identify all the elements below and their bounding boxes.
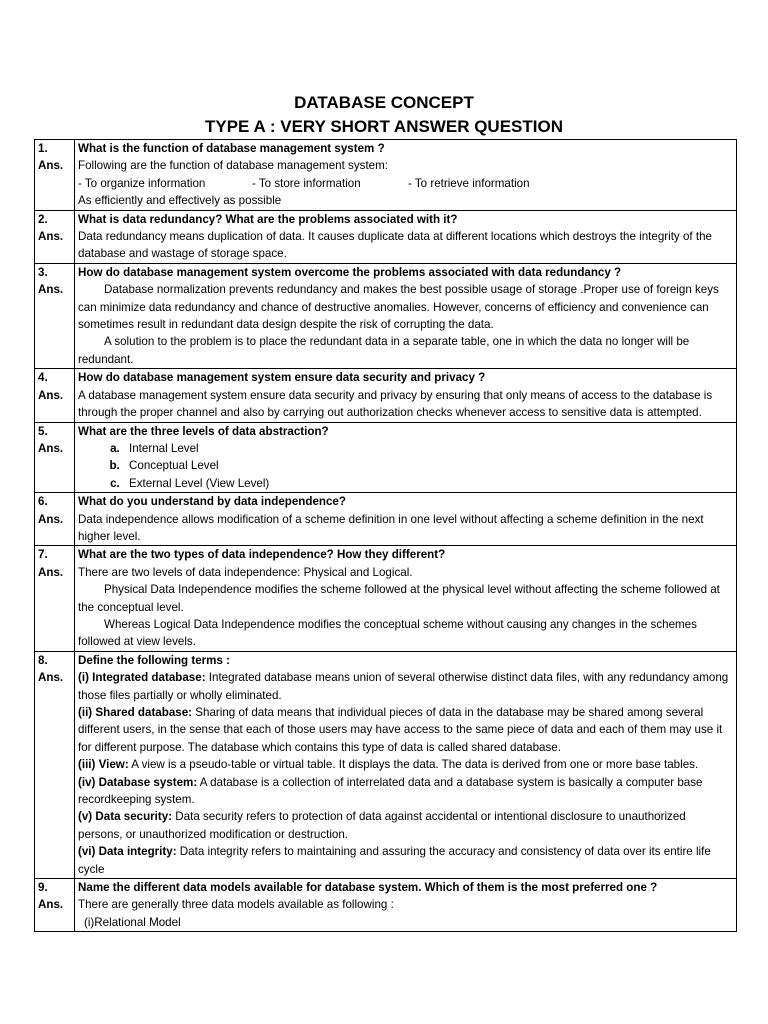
- question-text: What are the two types of data independence? How they different?: [78, 548, 446, 562]
- qa-row-1: [35, 140, 737, 211]
- term-label: (v) Data security:: [78, 810, 173, 824]
- answer-intro: Following are the function of database management system:: [78, 159, 388, 173]
- term-text: Sharing of data means that individual pieces of data in the database may be shared among several different users, in the sense that each of those users may have access to the same piece of data and each of them may use it for different purpose. The database which contains this type of data is called shared database.: [78, 706, 723, 754]
- answer-paragraph: A solution to the problem is to place the redundant data in a separate table, one in which the data no longer will be redundant.: [78, 335, 690, 366]
- answer-intro: There are two levels of data independence: Physical and Logical.: [78, 565, 413, 579]
- question-text: What is data redundancy? What are the problems associated with it?: [78, 212, 458, 226]
- answer-text: Data redundancy means duplication of data. It causes duplicate data at different locations which destroys the integrity of the database and wastage of storage space.: [78, 230, 712, 261]
- term-text: A view is a pseudo-table or virtual table. It displays the data. The data is derived from one or more base tables.: [128, 758, 699, 772]
- question-text: Name the different data models available for database system. Which of them is the most preferred one ?: [78, 881, 658, 895]
- answer-label: Ans.: [38, 512, 64, 526]
- question-number: 7.: [38, 548, 48, 562]
- answer-label: Ans.: [38, 388, 64, 402]
- list-item: c. External Level (View Level): [123, 475, 733, 492]
- question-text: How do database management system overcome the problems associated with data redundancy ?: [78, 265, 622, 279]
- question-number: 5.: [38, 424, 48, 438]
- question-number: 6.: [38, 495, 48, 509]
- answer-label: Ans.: [38, 898, 64, 912]
- answer-paragraph: Database normalization prevents redundancy and makes the best possible usage of storage .Proper use of foreign keys can minimize data redundancy and chance of destructive anomalies. However, concerns of efficiency and convenience can sometimes result in redundant data design despite the risk of corrupting the data.: [78, 283, 719, 332]
- document-subtitle: TYPE A : VERY SHORT ANSWER QUESTION: [205, 117, 563, 136]
- answer-label: Ans.: [38, 230, 64, 244]
- term-label: (iii) View:: [78, 758, 129, 772]
- qa-row-5: [35, 422, 737, 493]
- qa-row-7: [35, 546, 737, 651]
- answer-paragraph: Whereas Logical Data Independence modifies the conceptual scheme without causing any changes in the schemes followed at view levels.: [78, 617, 697, 649]
- question-number: 1.: [38, 142, 48, 155]
- qa-row-8: [35, 651, 737, 878]
- term-label: (ii) Shared database:: [78, 706, 193, 719]
- answer-label: Ans.: [38, 671, 64, 685]
- question-number: 3.: [38, 265, 48, 279]
- answer-tail: As efficiently and effectively as possible: [78, 194, 282, 208]
- question-text: What do you understand by data independence?: [78, 495, 346, 509]
- term-text: Data integrity refers to maintaining and assuring the accuracy and consistency of data over its entire life cycle: [78, 845, 711, 876]
- list-item: b. Conceptual Level: [123, 457, 733, 474]
- term-definition: [78, 669, 733, 704]
- answer-text: Data independence allows modification of a scheme definition in one level without affecting a scheme definition in the next higher level.: [78, 512, 704, 543]
- question-text: What are the three levels of data abstraction?: [78, 424, 329, 438]
- term-text: Integrated database means union of several otherwise distinct data files, with any redundancy among those files partially or wholly eliminated.: [78, 671, 729, 702]
- option-retrieve: - To retrieve information: [408, 176, 530, 190]
- option-store: - To store information: [252, 176, 361, 190]
- term-label: (vi) Data integrity:: [78, 845, 177, 859]
- term-definition: [78, 808, 733, 843]
- term-definition: [78, 843, 733, 878]
- question-number: 4.: [38, 371, 48, 385]
- option-organize: - To organize information: [78, 176, 206, 190]
- question-text: Define the following terms :: [78, 653, 231, 667]
- model-item: (i)Relational Model: [84, 915, 181, 929]
- question-text: What is the function of database management system ?: [78, 142, 385, 155]
- question-text: How do database management system ensure data security and privacy ?: [78, 371, 486, 385]
- answer-text: A database management system ensure data security and privacy by ensuring that only means of access to the database is through the proper channel and also by carrying out authorization checks whenever access to sensitive data is attempted.: [78, 388, 713, 420]
- term-text: A database is a collection of interrelated data and a database system is basically a computer base recordkeeping system.: [78, 775, 703, 807]
- function-options: [78, 175, 733, 192]
- qa-row-6: [35, 493, 737, 546]
- qa-row-2: [35, 210, 737, 263]
- answer-label: Ans.: [38, 283, 64, 297]
- document-title: DATABASE CONCEPT: [294, 93, 474, 112]
- term-text: Data security refers to protection of data against accidental or intentional disclosure to unauthorized persons, or unauthorized modification or destruction.: [78, 810, 686, 841]
- list-item: a. Internal Level: [123, 440, 733, 457]
- term-definition: [78, 704, 733, 756]
- answer-label: Ans.: [38, 159, 64, 173]
- answer-paragraph: Physical Data Independence modifies the scheme followed at the physical level without affecting the scheme followed at the conceptual level.: [78, 583, 720, 614]
- question-number: 2.: [38, 212, 48, 226]
- term-label: (iv) Database system:: [78, 775, 198, 789]
- qa-row-9: [35, 879, 737, 932]
- qa-table: [34, 139, 737, 932]
- question-number: 8.: [38, 653, 48, 667]
- question-number: 9.: [38, 881, 48, 895]
- qa-row-3: [35, 263, 737, 368]
- answer-label: Ans.: [38, 441, 64, 455]
- term-definition: [78, 774, 733, 809]
- abstraction-levels-list: [78, 440, 733, 492]
- answer-intro: There are generally three data models available as following :: [78, 898, 394, 912]
- qa-row-4: [35, 369, 737, 422]
- term-definition: [78, 756, 733, 773]
- answer-label: Ans.: [38, 565, 64, 579]
- term-label: (i) Integrated database:: [78, 671, 206, 685]
